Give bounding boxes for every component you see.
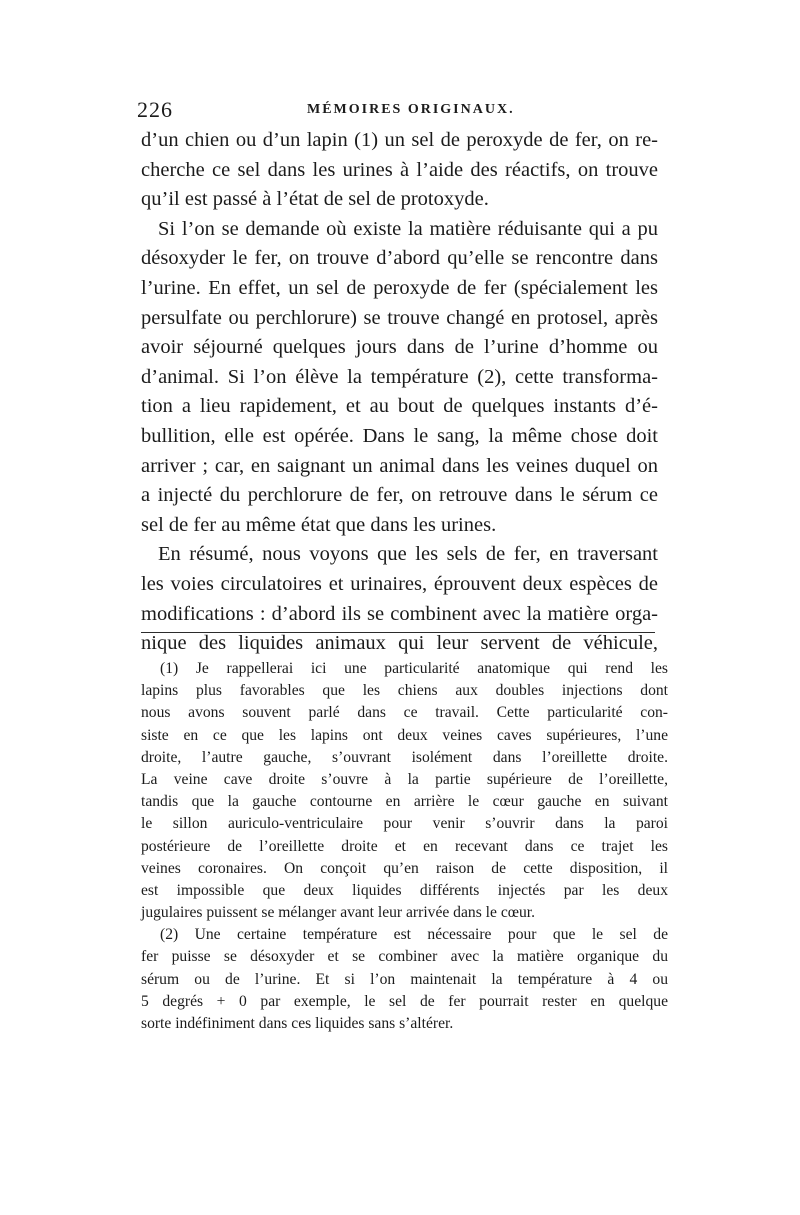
- text-line: bullition, elle est opérée. Dans le sang, la même chose doit: [141, 424, 658, 447]
- page-number: 226: [137, 97, 173, 122]
- footnote-line: lapins plus favorables que les chiens aux doubles injections dont: [141, 682, 668, 700]
- page-header: [137, 97, 657, 127]
- text-line: les voies circulatoires et urinaires, éprouvent deux espèces de: [141, 572, 658, 595]
- footnotes: [141, 658, 668, 1035]
- text-line: En résumé, nous voyons que les sels de fer, en traversant: [158, 543, 658, 566]
- text-line: avoir séjourné quelques jours dans de l’urine d’homme ou: [141, 336, 658, 359]
- footnote-line: nous avons souvent parlé dans ce travail. Cette particularité con-: [141, 704, 668, 722]
- footnote-divider: [141, 632, 655, 633]
- footnote-line: (2) Une certaine température est nécessaire pour que le sel de: [160, 926, 668, 944]
- text-line: modifications : d’abord ils se combinent avec la matière orga-: [141, 602, 658, 625]
- text-line: tion a lieu rapidement, et au bout de quelques instants d’é-: [141, 395, 658, 418]
- text-line: a injecté du perchlorure de fer, on retrouve dans le sérum ce: [141, 484, 658, 507]
- footnote-line: est impossible que deux liquides différents injectés par les deux: [141, 881, 668, 899]
- footnote-line: sorte indéfiniment dans ces liquides sans s’altérer.: [141, 1015, 454, 1032]
- footnote-line: droite, l’autre gauche, s’ouvrant isolément dans l’oreillette droite.: [141, 748, 668, 766]
- main-text: [141, 126, 658, 659]
- text-line: cherche ce sel dans les urines à l’aide des réactifs, on trouve: [141, 158, 658, 181]
- footnote-line: 5 degrés + 0 par exemple, le sel de fer pourrait rester en quelque: [141, 992, 668, 1010]
- text-line: arriver ; car, en saignant un animal dans les veines duquel on: [141, 454, 658, 477]
- footnote-line: jugulaires puissent se mélanger avant leur arrivée dans le cœur.: [141, 904, 536, 922]
- text-line: qu’il est passé à l’état de sel de protoxyde.: [141, 188, 489, 211]
- text-line: persulfate ou perchlorure) se trouve changé en protosel, après: [141, 306, 658, 329]
- text-line: nique des liquides animaux qui leur servent de véhicule,: [141, 632, 658, 655]
- footnote-line: veines coronaires. On conçoit qu’en raison de cette disposition, il: [141, 859, 668, 877]
- footnote-line: le sillon auriculo-ventriculaire pour venir s’ouvrir dans la paroi: [141, 815, 668, 833]
- text-line: d’animal. Si l’on élève la température (2), cette transforma-: [141, 365, 658, 388]
- footnote-line: fer puisse se désoxyder et se combiner avec la matière organique du: [141, 948, 668, 966]
- footnote-line: siste en ce que les lapins ont deux veines caves supérieures, l’une: [141, 726, 668, 744]
- text-line: sel de fer au même état que dans les urines.: [141, 513, 497, 536]
- footnote-line: (1) Je rappellerai ici une particularité anatomique qui rend les: [160, 660, 668, 677]
- footnote-line: sérum ou de l’urine. Et si l’on maintenait la température à 4 ou: [141, 970, 668, 988]
- footnote-line: tandis que la gauche contourne en arrière le cœur gauche en suivant: [141, 793, 668, 811]
- text-line: d’un chien ou d’un lapin (1) un sel de peroxyde de fer, on re-: [141, 129, 658, 151]
- text-line: Si l’on se demande où existe la matière réduisante qui a pu: [158, 217, 658, 240]
- running-head: MÉMOIRES ORIGINAUX.: [307, 102, 515, 117]
- footnote-line: postérieure de l’oreillette droite et en recevant dans ce trajet les: [141, 837, 668, 855]
- text-line: désoxyder le fer, on trouve d’abord qu’elle se rencontre dans: [141, 247, 658, 270]
- footnote-line: La veine cave droite s’ouvre à la partie supérieure de l’oreillette,: [141, 770, 668, 788]
- text-line: l’urine. En effet, un sel de peroxyde de fer (spécialement les: [141, 276, 658, 299]
